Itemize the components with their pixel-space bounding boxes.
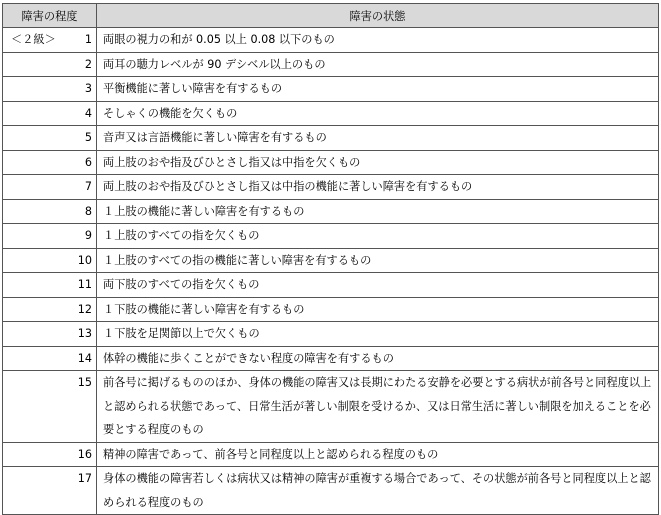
- table-body: [3, 28, 659, 515]
- degree-cell: [3, 224, 97, 249]
- condition-text: 体幹の機能に歩くことができない程度の障害を有するもの: [97, 346, 659, 371]
- condition-text: １上肢のすべての指を欠くもの: [97, 224, 659, 249]
- degree-cell: [3, 150, 97, 175]
- condition-text: 両上肢のおや指及びひとさし指又は中指の機能に著しい障害を有するもの: [97, 175, 659, 200]
- degree-cell: [3, 346, 97, 371]
- table-row: [3, 224, 659, 249]
- condition-text: 両下肢のすべての指を欠くもの: [97, 273, 659, 298]
- degree-cell: [3, 28, 97, 53]
- condition-text: 精神の障害であって、前各号と同程度以上と認められる程度のもの: [97, 442, 659, 467]
- condition-text: 両眼の視力の和が 0.05 以上 0.08 以下のもの: [97, 28, 659, 53]
- table-row: [3, 52, 659, 77]
- item-number: 12: [77, 302, 92, 316]
- item-number: 14: [77, 351, 92, 365]
- item-number: 4: [84, 106, 92, 120]
- table-row: [3, 199, 659, 224]
- condition-text: １上肢の機能に著しい障害を有するもの: [97, 199, 659, 224]
- item-number: 8: [84, 204, 92, 218]
- table-row: [3, 442, 659, 467]
- table-row: [3, 28, 659, 53]
- grade-label: ＜２級＞: [11, 33, 56, 46]
- condition-text: １下肢の機能に著しい障害を有するもの: [97, 297, 659, 322]
- table-row: [3, 248, 659, 273]
- item-number: 6: [84, 155, 92, 169]
- degree-cell: [3, 442, 97, 467]
- item-number: 2: [84, 57, 92, 71]
- table-row: [3, 273, 659, 298]
- condition-text: 前各号に掲げるもののほか、身体の機能の障害又は長期にわたる安静を必要とする病状が前各号と同程度以上と認められる状態であって、日常生活が著しい制限を受けるか、又は日常生活に著しい制限を加えることを必要とする程度のもの: [97, 371, 659, 443]
- item-number: 10: [77, 253, 92, 267]
- header-degree: 障害の程度: [3, 4, 97, 28]
- degree-cell: [3, 273, 97, 298]
- table-row: [3, 126, 659, 151]
- degree-cell: [3, 101, 97, 126]
- item-number: 13: [77, 327, 92, 340]
- table-row: [3, 371, 659, 443]
- item-number: 15: [77, 376, 92, 389]
- condition-text: 身体の機能の障害若しくは病状又は精神の障害が重複する場合であって、その状態が前各号と同程度以上と認められる程度のもの: [97, 467, 659, 515]
- table-row: [3, 77, 659, 102]
- header-condition: 障害の状態: [97, 4, 659, 28]
- condition-text: 平衡機能に著しい障害を有するもの: [97, 77, 659, 102]
- degree-cell: [3, 175, 97, 200]
- table-row: [3, 322, 659, 347]
- degree-cell: [3, 322, 97, 347]
- condition-text: そしゃくの機能を欠くもの: [97, 101, 659, 126]
- item-number: 9: [84, 229, 92, 242]
- table-row: [3, 467, 659, 515]
- table-row: [3, 150, 659, 175]
- item-number: 5: [84, 131, 92, 144]
- degree-cell: [3, 77, 97, 102]
- degree-cell: [3, 297, 97, 322]
- degree-cell: [3, 199, 97, 224]
- item-number: 3: [84, 82, 92, 95]
- degree-cell: [3, 248, 97, 273]
- item-number: 7: [84, 180, 92, 193]
- table-row: [3, 297, 659, 322]
- item-number: 11: [77, 278, 92, 291]
- table-header-row: [3, 4, 659, 28]
- table-row: [3, 175, 659, 200]
- degree-cell: [3, 52, 97, 77]
- table-row: [3, 101, 659, 126]
- item-number: 16: [77, 447, 92, 461]
- disability-grade-table: [2, 3, 659, 515]
- condition-text: １下肢を足関節以上で欠くもの: [97, 322, 659, 347]
- table-row: [3, 346, 659, 371]
- degree-cell: [3, 371, 97, 443]
- condition-text: 音声又は言語機能に著しい障害を有するもの: [97, 126, 659, 151]
- degree-cell: [3, 467, 97, 515]
- item-number: 17: [77, 472, 92, 485]
- condition-text: 両上肢のおや指及びひとさし指又は中指を欠くもの: [97, 150, 659, 175]
- condition-text: 両耳の聴力レベルが 90 デシベル以上のもの: [97, 52, 659, 77]
- condition-text: １上肢のすべての指の機能に著しい障害を有するもの: [97, 248, 659, 273]
- item-number: 1: [84, 33, 92, 46]
- degree-cell: [3, 126, 97, 151]
